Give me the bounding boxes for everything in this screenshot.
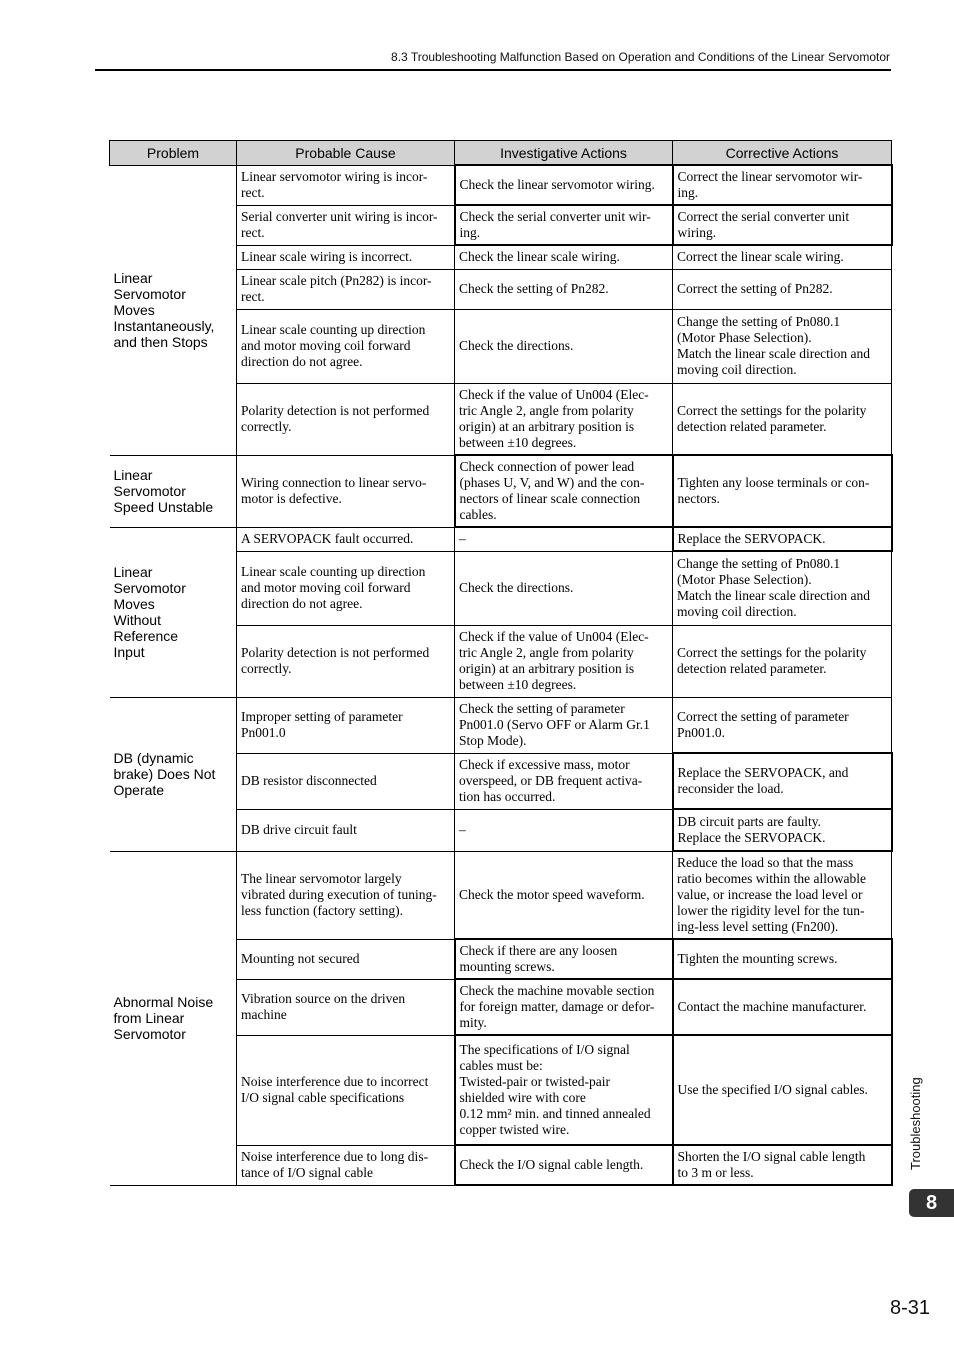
probable-cause-cell bbox=[237, 245, 455, 269]
cell-line: ing. bbox=[459, 225, 481, 240]
cell-line: moving coil direction. bbox=[677, 362, 797, 377]
cell-line: and motor moving coil forward bbox=[241, 580, 411, 595]
problem-line: Servomotor bbox=[113, 483, 186, 499]
cell-line: Check if excessive mass, motor bbox=[459, 757, 630, 772]
probable-cause-cell bbox=[237, 697, 455, 753]
cell-line: Change the setting of Pn080.1 bbox=[677, 556, 841, 572]
cell-line: tance of I/O signal cable bbox=[241, 1165, 373, 1180]
cell-line: Vibration source on the driven bbox=[241, 991, 406, 1006]
cell-line: mity. bbox=[459, 1015, 487, 1030]
corrective-action-cell bbox=[673, 551, 892, 625]
troubleshooting-table bbox=[109, 140, 893, 1186]
problem-line: from Linear bbox=[113, 1010, 185, 1026]
probable-cause-cell bbox=[237, 527, 455, 551]
cell-line: Stop Mode). bbox=[459, 733, 527, 748]
cell-line: Correct the linear servomotor wir- bbox=[677, 169, 863, 184]
corrective-action-cell bbox=[673, 205, 892, 245]
cell-line: Mounting not secured bbox=[241, 951, 360, 966]
cell-line: motor is defective. bbox=[241, 491, 342, 506]
cell-line: Check the directions. bbox=[459, 338, 574, 353]
probable-cause-cell bbox=[237, 939, 455, 979]
corrective-action-cell bbox=[673, 979, 892, 1035]
cell-line: vibrated during execution of tuning- bbox=[241, 887, 437, 902]
column-header-corrective-actions: Corrective Actions bbox=[673, 141, 892, 166]
table-header-row bbox=[110, 141, 892, 166]
cell-line: (Motor Phase Selection). bbox=[677, 572, 812, 588]
problem-line: Linear bbox=[113, 270, 153, 286]
investigative-action-cell bbox=[455, 455, 673, 527]
cell-line: Check if the value of Un004 (Elec- bbox=[459, 386, 649, 402]
header-rule bbox=[95, 69, 891, 71]
probable-cause-cell bbox=[237, 753, 455, 809]
problem-line: Without bbox=[113, 612, 161, 628]
column-header-probable-cause: Probable Cause bbox=[237, 141, 455, 166]
cell-line: Serial converter unit wiring is incor- bbox=[241, 209, 438, 224]
problem-cell bbox=[110, 455, 237, 527]
problem-line: Servomotor bbox=[113, 1026, 186, 1042]
cell-line: Check the linear scale wiring. bbox=[459, 249, 620, 265]
corrective-action-cell bbox=[673, 309, 892, 383]
problem-line: Moves bbox=[113, 596, 155, 612]
cell-line: between ±10 degrees. bbox=[459, 677, 577, 692]
cell-line: cables. bbox=[459, 507, 497, 522]
cell-line: DB circuit parts are faulty. bbox=[677, 814, 821, 829]
probable-cause-cell bbox=[237, 309, 455, 383]
cell-line: – bbox=[459, 822, 466, 837]
cell-line: to 3 m or less. bbox=[677, 1165, 754, 1180]
corrective-action-cell bbox=[673, 1145, 892, 1185]
problem-line: Reference bbox=[113, 628, 179, 644]
cell-line: ratio becomes within the allowable bbox=[677, 871, 866, 886]
problem-line: Abnormal Noise bbox=[113, 994, 214, 1010]
investigative-action-cell bbox=[455, 383, 673, 455]
cell-line: Wiring connection to linear servo- bbox=[241, 475, 427, 490]
cell-line: Tighten any loose terminals or con- bbox=[677, 475, 870, 490]
problem-line: Instantaneously, bbox=[113, 318, 215, 334]
investigative-action-cell bbox=[455, 851, 673, 939]
cell-line: Check if there are any loosen bbox=[459, 943, 618, 958]
cell-line: Check the directions. bbox=[459, 580, 574, 595]
cell-line: Correct the settings for the polarity bbox=[677, 645, 867, 660]
page-number: 8-31 bbox=[889, 1297, 930, 1319]
cell-line: DB resistor disconnected bbox=[241, 773, 377, 788]
corrective-action-cell bbox=[673, 1035, 892, 1145]
cell-line: detection related parameter. bbox=[677, 418, 827, 434]
cell-line: A SERVOPACK fault occurred. bbox=[241, 531, 414, 546]
cell-line: machine bbox=[241, 1007, 287, 1022]
investigative-action-cell bbox=[455, 309, 673, 383]
cell-line: Pn001.0. bbox=[677, 724, 726, 740]
investigative-action-cell bbox=[455, 205, 673, 245]
investigative-action-cell bbox=[455, 625, 673, 697]
corrective-action-cell bbox=[673, 625, 892, 697]
investigative-action-cell bbox=[455, 245, 673, 269]
cell-line: Replace the SERVOPACK. bbox=[677, 830, 826, 845]
problem-line: Operate bbox=[113, 782, 165, 798]
cell-line: (Motor Phase Selection). bbox=[677, 330, 812, 345]
corrective-action-cell bbox=[673, 697, 892, 753]
problem-line: Servomotor bbox=[113, 580, 186, 596]
problem-cell bbox=[110, 851, 237, 1185]
cell-line: less function (factory setting). bbox=[241, 903, 403, 918]
cell-line: Check the linear servomotor wiring. bbox=[459, 177, 655, 192]
problem-line: and then Stops bbox=[113, 334, 208, 350]
cell-line: Check the setting of Pn282. bbox=[459, 281, 609, 296]
cell-line: Correct the serial converter unit bbox=[677, 209, 850, 224]
cell-line: Correct the setting of Pn282. bbox=[677, 281, 833, 296]
cell-line: Shorten the I/O signal cable length bbox=[677, 1149, 866, 1164]
cell-line: shielded wire with core bbox=[459, 1090, 586, 1105]
cell-line: direction do not agree. bbox=[241, 596, 363, 611]
cell-line: mounting screws. bbox=[459, 959, 555, 974]
cell-line: – bbox=[459, 531, 466, 547]
cell-line: Correct the setting of parameter bbox=[677, 708, 849, 724]
cell-line: between ±10 degrees. bbox=[459, 434, 577, 450]
table-row bbox=[110, 851, 892, 939]
probable-cause-cell bbox=[237, 383, 455, 455]
cell-line: The specifications of I/O signal bbox=[459, 1042, 630, 1057]
table-row bbox=[110, 455, 892, 527]
cell-line: nectors of linear scale connection bbox=[459, 491, 641, 506]
probable-cause-cell bbox=[237, 205, 455, 245]
cell-line: for foreign matter, damage or defor- bbox=[459, 999, 655, 1014]
table-row bbox=[110, 165, 892, 205]
corrective-action-cell bbox=[673, 809, 892, 851]
cell-line: rect. bbox=[241, 225, 265, 240]
cell-line: Pn001.0 (Servo OFF or Alarm Gr.1 bbox=[459, 717, 650, 732]
problem-line: Linear bbox=[113, 467, 153, 483]
problem-line: DB (dynamic bbox=[113, 750, 194, 766]
cell-line: Polarity detection is not performed bbox=[241, 645, 430, 660]
investigative-action-cell bbox=[455, 1035, 673, 1145]
investigative-action-cell bbox=[455, 527, 673, 551]
probable-cause-cell bbox=[237, 165, 455, 205]
problem-line: brake) Does Not bbox=[113, 766, 216, 782]
running-header: 8.3 Troubleshooting Malfunction Based on Operation and Conditions of the Linear Servomotor bbox=[391, 50, 890, 64]
cell-line: The linear servomotor largely bbox=[241, 871, 402, 886]
problem-line: Linear bbox=[113, 564, 153, 580]
corrective-action-cell bbox=[673, 165, 892, 205]
cell-line: detection related parameter. bbox=[677, 661, 827, 676]
investigative-action-cell bbox=[455, 979, 673, 1035]
cell-line: rect. bbox=[241, 185, 265, 200]
cell-line: Replace the SERVOPACK, and bbox=[677, 765, 849, 780]
cell-line: and motor moving coil forward bbox=[241, 338, 411, 353]
cell-line: Linear scale counting up direction bbox=[241, 322, 426, 337]
probable-cause-cell bbox=[237, 269, 455, 309]
cell-line: cables must be: bbox=[459, 1058, 543, 1073]
investigative-action-cell bbox=[455, 939, 673, 979]
problem-cell bbox=[110, 697, 237, 851]
cell-line: value, or increase the load level or bbox=[677, 887, 863, 902]
cell-line: direction do not agree. bbox=[241, 354, 363, 369]
cell-line: Linear servomotor wiring is incor- bbox=[241, 169, 428, 184]
probable-cause-cell bbox=[237, 979, 455, 1035]
probable-cause-cell bbox=[237, 851, 455, 939]
cell-line: wiring. bbox=[677, 225, 717, 240]
corrective-action-cell bbox=[673, 455, 892, 527]
cell-line: Check if the value of Un004 (Elec- bbox=[459, 629, 649, 644]
cell-line: Twisted-pair or twisted-pair bbox=[459, 1074, 611, 1089]
cell-line: Check the machine movable section bbox=[459, 983, 655, 998]
cell-line: Replace the SERVOPACK. bbox=[677, 531, 826, 546]
cell-line: Contact the machine manufacturer. bbox=[677, 999, 867, 1014]
table-row bbox=[110, 697, 892, 753]
column-header-investigative-actions: Investigative Actions bbox=[455, 141, 673, 166]
investigative-action-cell bbox=[455, 269, 673, 309]
cell-line: I/O signal cable specifications bbox=[241, 1090, 405, 1105]
probable-cause-cell bbox=[237, 1145, 455, 1185]
problem-cell bbox=[110, 527, 237, 697]
cell-line: 0.12 mm² min. and tinned annealed bbox=[459, 1106, 651, 1121]
side-tab-label: Troubleshooting bbox=[908, 1077, 923, 1170]
investigative-action-cell bbox=[455, 753, 673, 809]
cell-line: tric Angle 2, angle from polarity bbox=[459, 645, 634, 660]
probable-cause-cell bbox=[237, 455, 455, 527]
cell-line: Check the motor speed waveform. bbox=[459, 886, 645, 902]
cell-line: correctly. bbox=[241, 419, 292, 434]
cell-line: Pn001.0 bbox=[241, 725, 286, 740]
corrective-action-cell bbox=[673, 851, 892, 939]
cell-line: tric Angle 2, angle from polarity bbox=[459, 402, 634, 418]
cell-line: Match the linear scale direction and bbox=[677, 346, 871, 361]
corrective-action-cell bbox=[673, 939, 892, 979]
cell-line: Correct the settings for the polarity bbox=[677, 402, 867, 418]
probable-cause-cell bbox=[237, 551, 455, 625]
cell-line: Change the setting of Pn080.1 bbox=[677, 314, 841, 329]
cell-line: (phases U, V, and W) and the con- bbox=[459, 475, 645, 490]
cell-line: Linear scale wiring is incorrect. bbox=[241, 249, 413, 264]
investigative-action-cell bbox=[455, 165, 673, 205]
cell-line: Tighten the mounting screws. bbox=[677, 951, 838, 966]
cell-line: nectors. bbox=[677, 491, 720, 506]
table-row bbox=[110, 527, 892, 551]
corrective-action-cell bbox=[673, 245, 892, 269]
cell-line: reconsider the load. bbox=[677, 781, 784, 796]
problem-line: Speed Unstable bbox=[113, 499, 214, 515]
cell-line: Check the I/O signal cable length. bbox=[459, 1157, 644, 1172]
cell-line: Match the linear scale direction and bbox=[677, 588, 871, 604]
cell-line: lower the rigidity level for the tun- bbox=[677, 903, 865, 918]
chapter-badge: 8 bbox=[909, 1189, 954, 1217]
corrective-action-cell bbox=[673, 527, 892, 551]
cell-line: origin) at an arbitrary position is bbox=[459, 418, 635, 434]
cell-line: Noise interference due to incorrect bbox=[241, 1074, 429, 1089]
cell-line: overspeed, or DB frequent activa- bbox=[459, 773, 643, 788]
investigative-action-cell bbox=[455, 697, 673, 753]
investigative-action-cell bbox=[455, 1145, 673, 1185]
cell-line: copper twisted wire. bbox=[459, 1122, 570, 1137]
problem-line: Moves bbox=[113, 302, 155, 318]
probable-cause-cell bbox=[237, 625, 455, 697]
corrective-action-cell bbox=[673, 383, 892, 455]
cell-line: tion has occurred. bbox=[459, 789, 556, 804]
probable-cause-cell bbox=[237, 1035, 455, 1145]
cell-line: moving coil direction. bbox=[677, 604, 797, 620]
column-header-problem: Problem bbox=[110, 141, 237, 166]
cell-line: rect. bbox=[241, 289, 265, 304]
cell-line: Check the setting of parameter bbox=[459, 701, 625, 716]
cell-line: Reduce the load so that the mass bbox=[677, 855, 854, 870]
investigative-action-cell bbox=[455, 809, 673, 851]
cell-line: ing. bbox=[677, 185, 699, 200]
cell-line: Improper setting of parameter bbox=[241, 709, 403, 724]
probable-cause-cell bbox=[237, 809, 455, 851]
corrective-action-cell bbox=[673, 269, 892, 309]
cell-line: Noise interference due to long dis- bbox=[241, 1149, 429, 1164]
cell-line: correctly. bbox=[241, 661, 292, 676]
cell-line: Polarity detection is not performed bbox=[241, 403, 430, 418]
corrective-action-cell bbox=[673, 753, 892, 809]
problem-line: Servomotor bbox=[113, 286, 186, 302]
problem-line: Input bbox=[113, 644, 145, 660]
investigative-action-cell bbox=[455, 551, 673, 625]
cell-line: Correct the linear scale wiring. bbox=[677, 249, 844, 265]
cell-line: origin) at an arbitrary position is bbox=[459, 661, 635, 676]
cell-line: Check the serial converter unit wir- bbox=[459, 209, 651, 224]
cell-line: Linear scale counting up direction bbox=[241, 564, 426, 579]
cell-line: Linear scale pitch (Pn282) is incor- bbox=[241, 273, 432, 288]
cell-line: Check connection of power lead bbox=[459, 459, 635, 474]
cell-line: Use the specified I/O signal cables. bbox=[677, 1082, 868, 1097]
problem-cell bbox=[110, 165, 237, 455]
cell-line: ing-less level setting (Fn200). bbox=[677, 919, 839, 934]
cell-line: DB drive circuit fault bbox=[241, 822, 357, 837]
